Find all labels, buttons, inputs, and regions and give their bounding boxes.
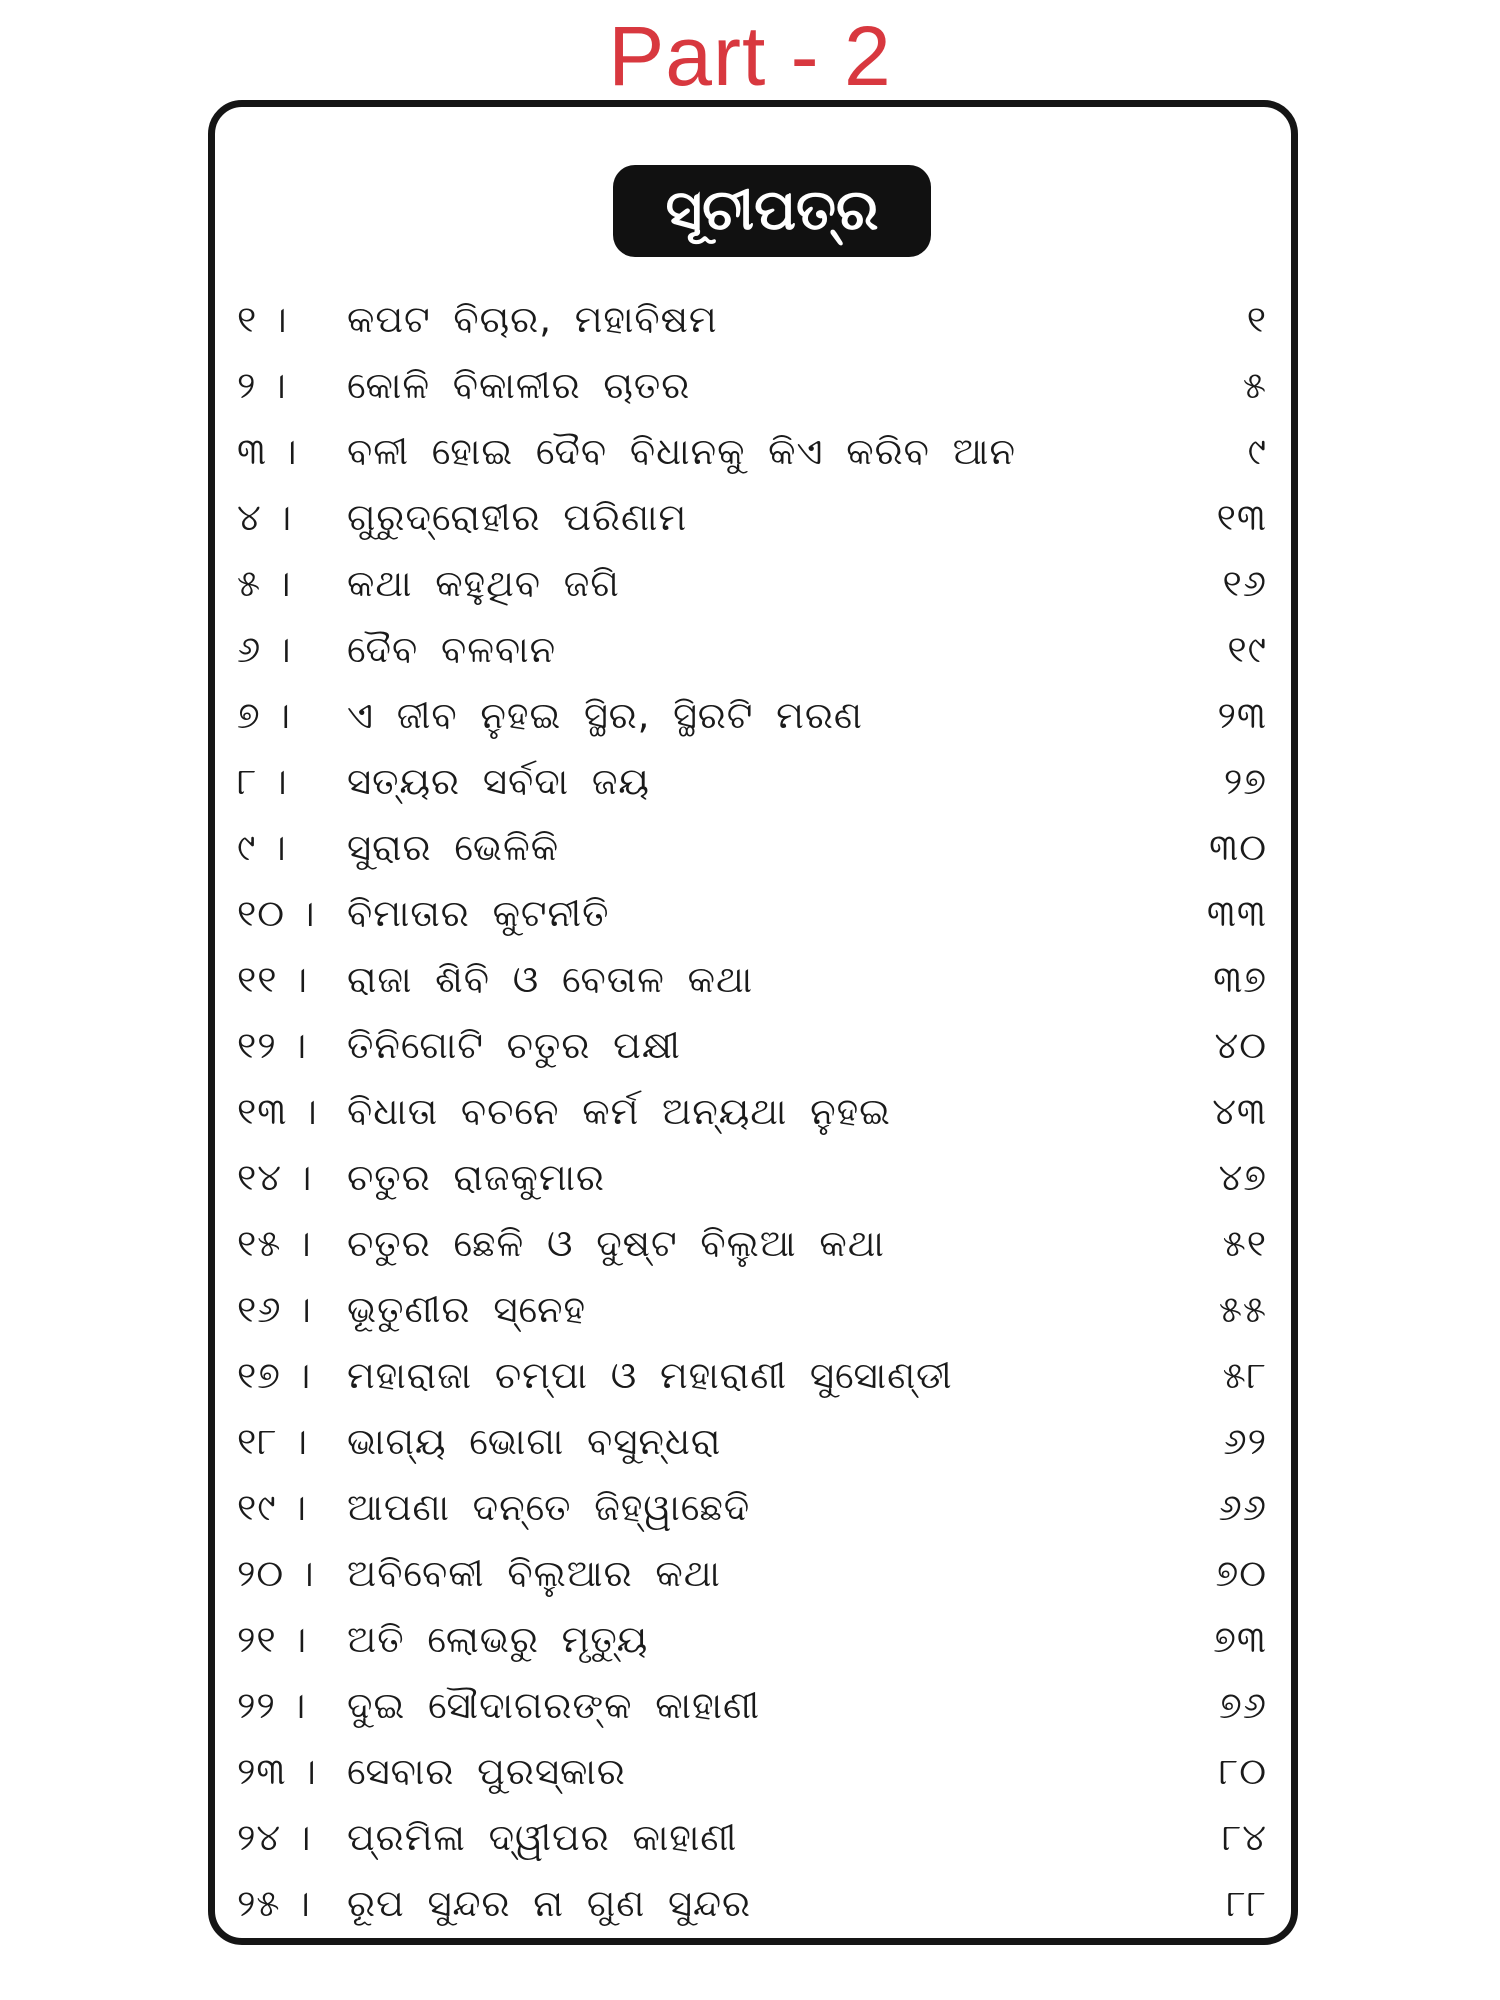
entry-title: ଏ ଜୀବ ନୁହଇ ସ୍ଥିର, ସ୍ଥିରଟି ମରଣ (347, 694, 863, 737)
entry-title: ଅବିବେକୀ ବିଲୁଆର କଥା (347, 1552, 721, 1595)
entry-title: ପ୍ରମିଳା ଦ୍ୱୀପର କାହାଣୀ (347, 1816, 738, 1859)
entry-page-number: ୮୪ (1221, 1816, 1267, 1859)
entry-number: ୧୧ । (237, 958, 308, 1001)
toc-entry (237, 1805, 1277, 1871)
entry-number: ୨୫ । (237, 1882, 311, 1925)
entry-number: ୧ । (237, 298, 288, 341)
entry-title: ବିମାତାର କୁଟନୀତି (347, 892, 610, 935)
entry-title: ସୁରାର ଭେଳିକି (347, 826, 560, 869)
entry-page-number: ୧୩ (1216, 496, 1267, 539)
entry-page-number: ୧୯ (1227, 628, 1267, 671)
entry-title: ଗୁରୁଦ୍ରୋହୀର ପରିଣାମ (347, 496, 688, 539)
toc-entry (237, 1079, 1277, 1145)
entry-number: ୨୧ । (237, 1618, 308, 1661)
entry-page-number: ୩୭ (1213, 958, 1267, 1001)
entry-title: ଚତୁର ରାଜକୁମାର (347, 1156, 605, 1199)
entry-page-number: ୫ (1242, 364, 1267, 407)
contents-list (237, 287, 1277, 1937)
toc-entry (237, 551, 1277, 617)
entry-page-number: ୬୬ (1218, 1486, 1267, 1529)
entry-page-number: ୩୩ (1206, 892, 1267, 935)
entry-title: ଭାଗ୍ୟ ଭୋଗା ବସୁନ୍ଧରା (347, 1420, 722, 1463)
toc-entry (237, 1871, 1277, 1937)
entry-page-number: ୭୬ (1219, 1684, 1267, 1727)
entry-page-number: ୪୦ (1214, 1024, 1267, 1067)
toc-entry (237, 1343, 1277, 1409)
contents-heading: ସୂଚୀପତ୍ର (613, 165, 931, 257)
entry-number: ୭ । (237, 694, 292, 737)
entry-page-number: ୭୩ (1213, 1618, 1267, 1661)
entry-page-number: ୬୨ (1223, 1420, 1267, 1463)
toc-entry (237, 1541, 1277, 1607)
entry-number: ୧୩ । (237, 1090, 318, 1133)
entry-title: ସେବାର ପୁରସ୍କାର (347, 1750, 626, 1793)
entry-page-number: ୫୫ (1218, 1288, 1267, 1331)
entry-number: ୨୨ । (237, 1684, 307, 1727)
entry-page-number: ୯ (1247, 430, 1267, 473)
entry-title: ଆପଣା ଦନ୍ତେ ଜିହ୍ୱାଛେଦି (347, 1486, 751, 1529)
entry-title: ତିନିଗୋଟି ଚତୁର ପକ୍ଷୀ (347, 1024, 681, 1067)
entry-number: ୧୫ । (237, 1222, 312, 1265)
entry-page-number: ୮୦ (1218, 1750, 1267, 1793)
toc-entry (237, 947, 1277, 1013)
contents-frame (208, 100, 1298, 1945)
toc-entry (237, 485, 1277, 551)
toc-entry (237, 1673, 1277, 1739)
entry-page-number: ୫୧ (1222, 1222, 1267, 1265)
entry-title: କୋଳି ବିକାଳୀର ଚାତର (347, 364, 691, 407)
entry-number: ୨୩ । (237, 1750, 317, 1793)
entry-number: ୧୦ । (237, 892, 316, 935)
toc-entry (237, 287, 1277, 353)
entry-page-number: ୫୮ (1222, 1354, 1267, 1397)
entry-title: ରୂପ ସୁନ୍ଦର ନା ଗୁଣ ସୁନ୍ଦର (347, 1882, 752, 1925)
entry-title: ଦୁଇ ସୌଦାଗରଙ୍କ କାହାଣୀ (347, 1684, 761, 1727)
toc-entry (237, 1475, 1277, 1541)
entry-page-number: ୪୭ (1218, 1156, 1267, 1199)
entry-title: ଅତି ଲୋଭରୁ ମୃତ୍ୟୁ (347, 1618, 649, 1661)
entry-number: ୮ । (237, 760, 288, 803)
entry-page-number: ୨୩ (1217, 694, 1267, 737)
entry-title: ଦୈବ ବଳବାନ (347, 628, 557, 671)
entry-number: ୧୮ । (237, 1420, 309, 1463)
entry-title: କପଟ ବିଚାର, ମହାବିଷମ (347, 298, 718, 341)
toc-entry (237, 617, 1277, 683)
entry-title: ବଳୀ ହୋଇ ଦୈବ ବିଧାନକୁ କିଏ କରିବ ଆନ (347, 430, 1016, 473)
toc-entry (237, 1409, 1277, 1475)
part-label: Part - 2 (608, 9, 892, 103)
entry-number: ୬ । (237, 628, 292, 671)
toc-entry (237, 1211, 1277, 1277)
toc-entry (237, 1607, 1277, 1673)
toc-entry (237, 815, 1277, 881)
toc-entry (237, 419, 1277, 485)
entry-number: ୫ । (237, 562, 292, 605)
entry-title: ସତ୍ୟର ସର୍ବଦା ଜୟ (347, 760, 650, 803)
entry-title: ରାଜା ଶିବି ଓ ବେତାଳ କଥା (347, 958, 754, 1001)
entry-page-number: ୧୬ (1222, 562, 1267, 605)
entry-number: ୧୪ । (237, 1156, 313, 1199)
toc-entry (237, 1277, 1277, 1343)
entry-number: ୯ । (237, 826, 287, 869)
entry-page-number: ୩୦ (1209, 826, 1267, 869)
entry-page-number: ୮୮ (1226, 1882, 1267, 1925)
entry-page-number: ୧ (1246, 298, 1267, 341)
entry-title: ମହାରାଜା ଚମ୍ପା ଓ ମହାରାଣୀ ସୁସୋଣ୍ଡୀ (347, 1354, 953, 1397)
entry-title: କଥା କହୁଥିବ ଜଗି (347, 562, 620, 605)
toc-entry (237, 1739, 1277, 1805)
toc-entry (237, 1013, 1277, 1079)
entry-number: ୧୯ । (237, 1486, 308, 1529)
entry-number: ୨୪ । (237, 1816, 312, 1859)
entry-page-number: ୨୭ (1223, 760, 1267, 803)
entry-number: ୩ । (237, 430, 298, 473)
toc-entry (237, 749, 1277, 815)
entry-number: ୨ । (237, 364, 287, 407)
entry-title: ଚତୁର ଛେଳି ଓ ଦୁଷ୍ଟ ବିଲୁଆ କଥା (347, 1222, 885, 1265)
entry-page-number: ୪୩ (1212, 1090, 1267, 1133)
entry-page-number: ୭୦ (1215, 1552, 1267, 1595)
entry-number: ୧୬ । (237, 1288, 312, 1331)
entry-number: ୪ । (237, 496, 293, 539)
toc-entry (237, 881, 1277, 947)
entry-number: ୨୦ । (237, 1552, 315, 1595)
entry-number: ୧୭ । (237, 1354, 312, 1397)
entry-number: ୧୨ । (237, 1024, 308, 1067)
toc-entry (237, 683, 1277, 749)
toc-entry (237, 1145, 1277, 1211)
entry-title: ବିଧାତା ବଚନେ କର୍ମ ଅନ୍ୟଥା ନୁହଇ (347, 1090, 891, 1133)
entry-title: ଭୂତୁଣୀର ସ୍ନେହ (347, 1288, 587, 1331)
toc-entry (237, 353, 1277, 419)
